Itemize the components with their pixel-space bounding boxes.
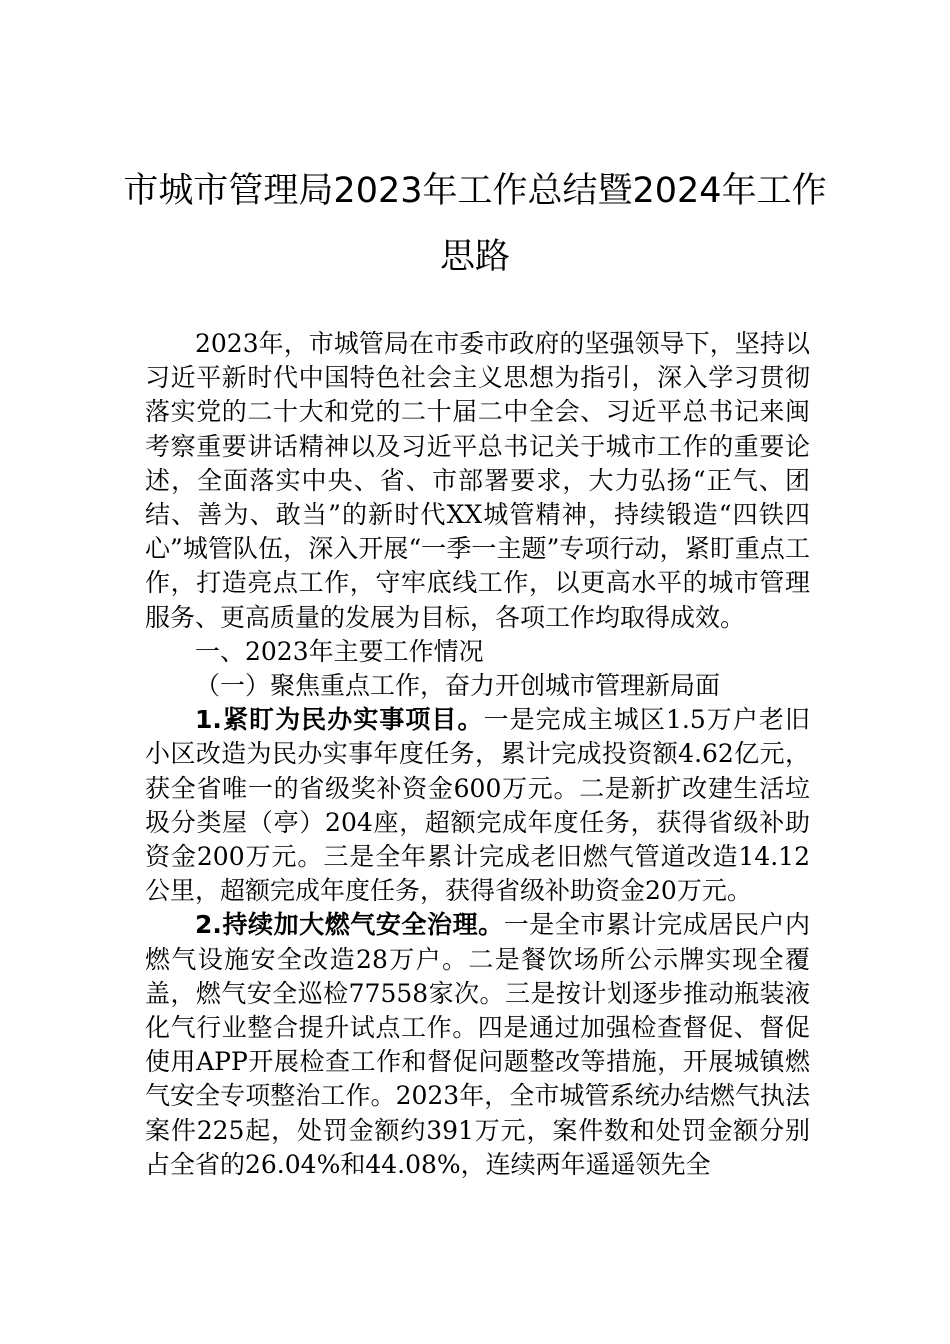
subsection-heading: （一）聚焦重点工作，奋力开创城市管理新局面 (195, 671, 721, 701)
document-title: 市城市管理局2023年工作总结暨2024年工作思路 (123, 171, 827, 277)
intro-paragraph: 2023年，市城管局在市委市政府的坚强领导下，坚持以习近平新时代中国特色社会主义思想为指引，深入学习贯彻落实党的二十大和党的二十届二中全会、习近平总书记来闽考察重要讲话精神以及习近平总书记关于城市工作的重要论述，全面落实中央、省、市部署要求，大力弘扬“正气、团结、善为、敢当”的新时代XX城管精神，持续锻造“四铁四心”城管队伍，深入开展“一季一主题”专项行动，紧盯重点工作，打造亮点工作，守牢底线工作，以更高水平的城市管理服务、更高质量的发展为目标，各项工作均取得成效。 (145, 329, 810, 632)
item-lead-2: 2.持续加大燃气安全治理。 (195, 910, 504, 940)
item-paragraph-1 (145, 703, 810, 908)
item-text-2: 一是全市累计完成居民户内燃气设施安全改造28万户。二是餐饮场所公示牌实现全覆盖，燃气安全巡检77558家次。三是按计划逐步推动瓶装液化气行业整合提升试点工作。四是通过加强检查督促、督促使用APP开展检查工作和督促问题整改等措施，开展城镇燃气安全专项整治工作。2023年，全市城管系统办结燃气执法案件225起，处罚金额约391万元，案件数和处罚金额分别占全省的26.04%和44.08%，连续两年遥遥领先全 (145, 910, 810, 1179)
section-heading: 一、2023年主要工作情况 (195, 636, 484, 666)
item-paragraph-2 (145, 908, 810, 1182)
document-body (145, 327, 810, 1182)
item-text-1: 一是完成主城区1.5万户老旧小区改造为民办实事年度任务，累计完成投资额4.62亿元，获全省唯一的省级奖补资金600万元。二是新扩改建生活垃圾分类屋（亭）204座，超额完成年度任务，获得省级补助资金200万元。三是全年累计完成老旧燃气管道改造14.12公里，超额完成年度任务，获得省级补助资金20万元。 (145, 705, 810, 906)
item-lead-1: 1.紧盯为民办实事项目。 (195, 705, 484, 735)
